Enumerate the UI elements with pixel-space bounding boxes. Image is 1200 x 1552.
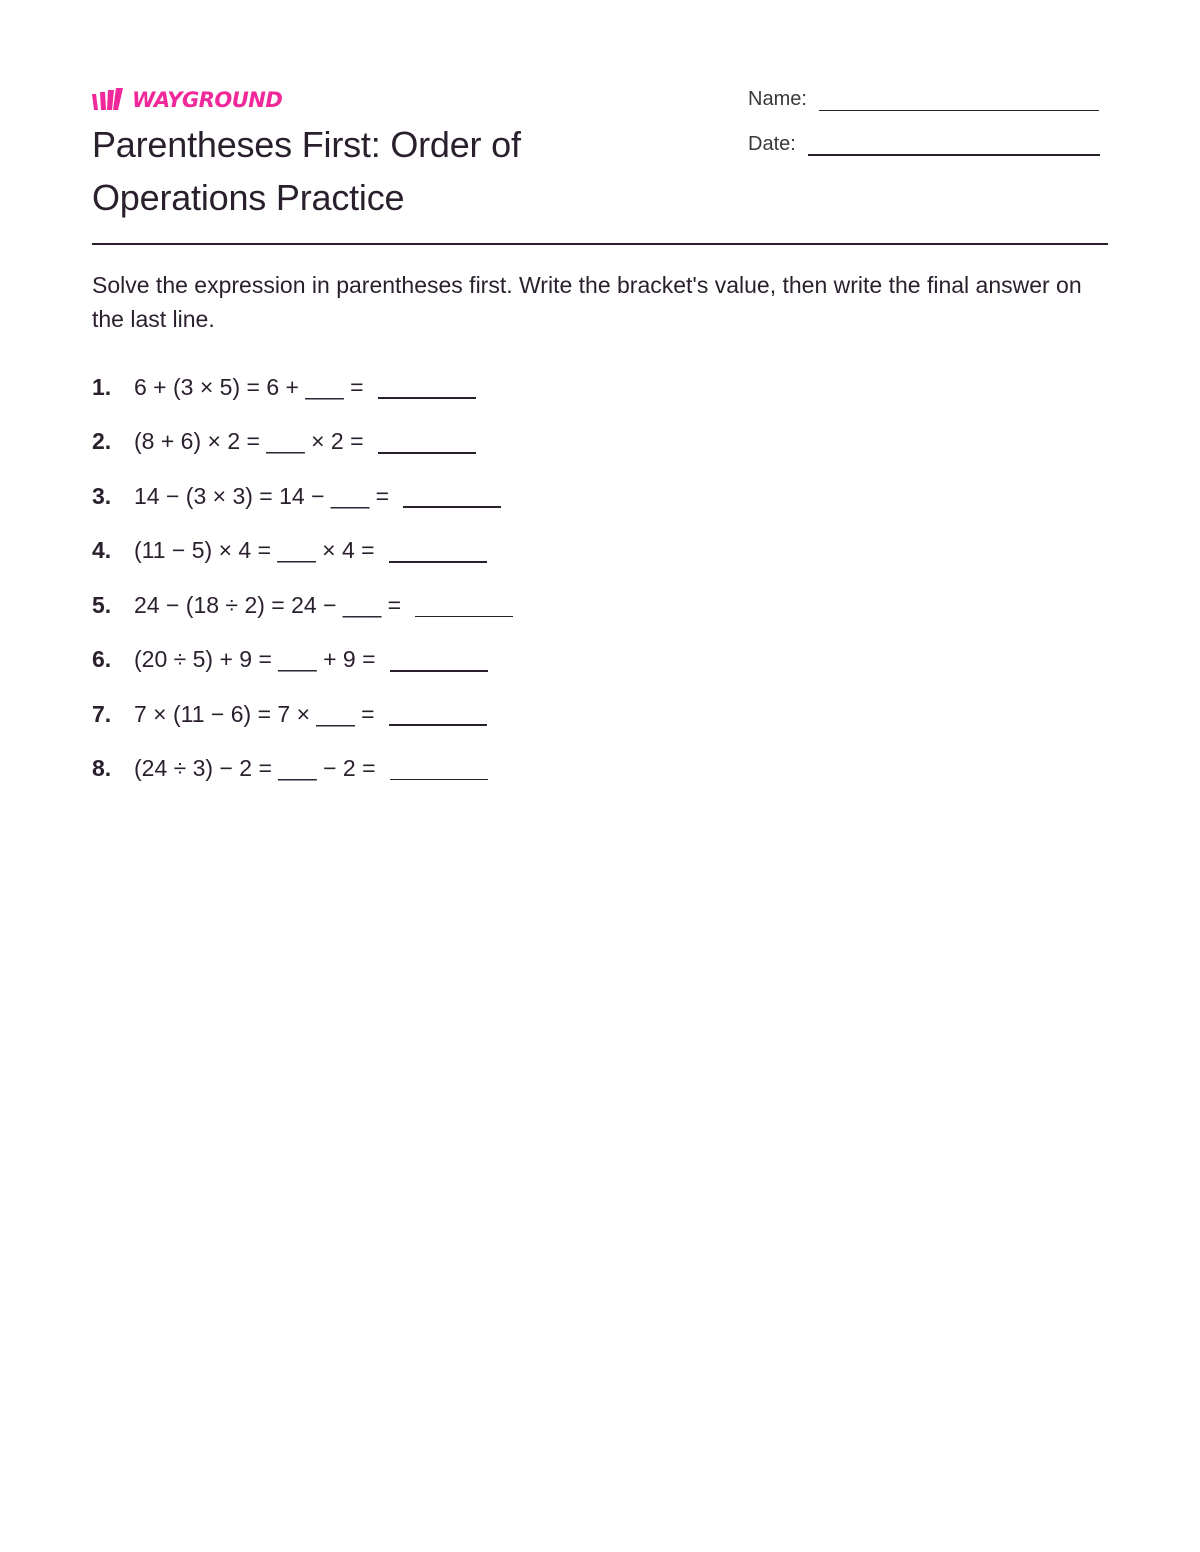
header-divider (92, 243, 1108, 245)
answer-line[interactable] (415, 602, 513, 617)
instructions: Solve the expression in parentheses first. Write the bracket's value, then write the final answer on the last line. (92, 272, 1082, 332)
problem-item (92, 578, 513, 633)
problem-expression: (11 − 5) × 4 = ___ × 4 = (134, 537, 375, 564)
answer-line[interactable] (378, 438, 476, 454)
problem-item (92, 742, 513, 797)
problem-item (92, 469, 513, 524)
problem-expression: 6 + (3 × 5) = 6 + ___ = (134, 373, 364, 400)
name-field[interactable] (748, 88, 1099, 111)
problem-item (92, 415, 513, 470)
answer-line[interactable] (378, 383, 476, 399)
problem-expression: 24 − (18 ÷ 2) = 24 − ___ = (134, 591, 402, 618)
brand-name: WAYGROUND (132, 88, 283, 112)
answer-line[interactable] (389, 710, 487, 726)
name-line[interactable] (819, 109, 1099, 111)
problem-item (92, 524, 513, 579)
problem-item (92, 360, 513, 415)
problem-expression: (20 ÷ 5) + 9 = ___ + 9 = (134, 646, 376, 673)
answer-line[interactable] (403, 492, 501, 508)
answer-line[interactable] (390, 765, 488, 780)
problem-item (92, 687, 513, 742)
problem-expression: (8 + 6) × 2 = ___ × 2 = (134, 428, 364, 455)
problem-number: 2. (92, 428, 112, 455)
problem-list (92, 360, 513, 796)
answer-line[interactable] (390, 656, 488, 672)
problem-expression: 14 − (3 × 3) = 14 − ___ = (134, 482, 390, 509)
wayground-logo-icon (92, 88, 126, 112)
date-label: Date: (748, 133, 796, 155)
problem-expression: 7 × (11 − 6) = 7 × ___ = (134, 700, 375, 727)
date-field[interactable] (748, 133, 1100, 156)
name-label: Name: (748, 88, 807, 110)
problem-number: 3. (92, 482, 112, 509)
problem-number: 8. (92, 755, 112, 782)
problem-item (92, 633, 513, 688)
worksheet-title: Parentheses First: Order of Operations Practice (92, 124, 521, 218)
problem-number: 1. (92, 373, 112, 400)
problem-expression: (24 ÷ 3) − 2 = ___ − 2 = (134, 755, 376, 782)
answer-line[interactable] (389, 547, 487, 563)
date-line[interactable] (808, 153, 1100, 156)
problem-number: 4. (92, 537, 112, 564)
problem-number: 7. (92, 700, 112, 727)
brand-logo (92, 86, 282, 114)
problem-number: 5. (92, 591, 112, 618)
problem-number: 6. (92, 646, 112, 673)
